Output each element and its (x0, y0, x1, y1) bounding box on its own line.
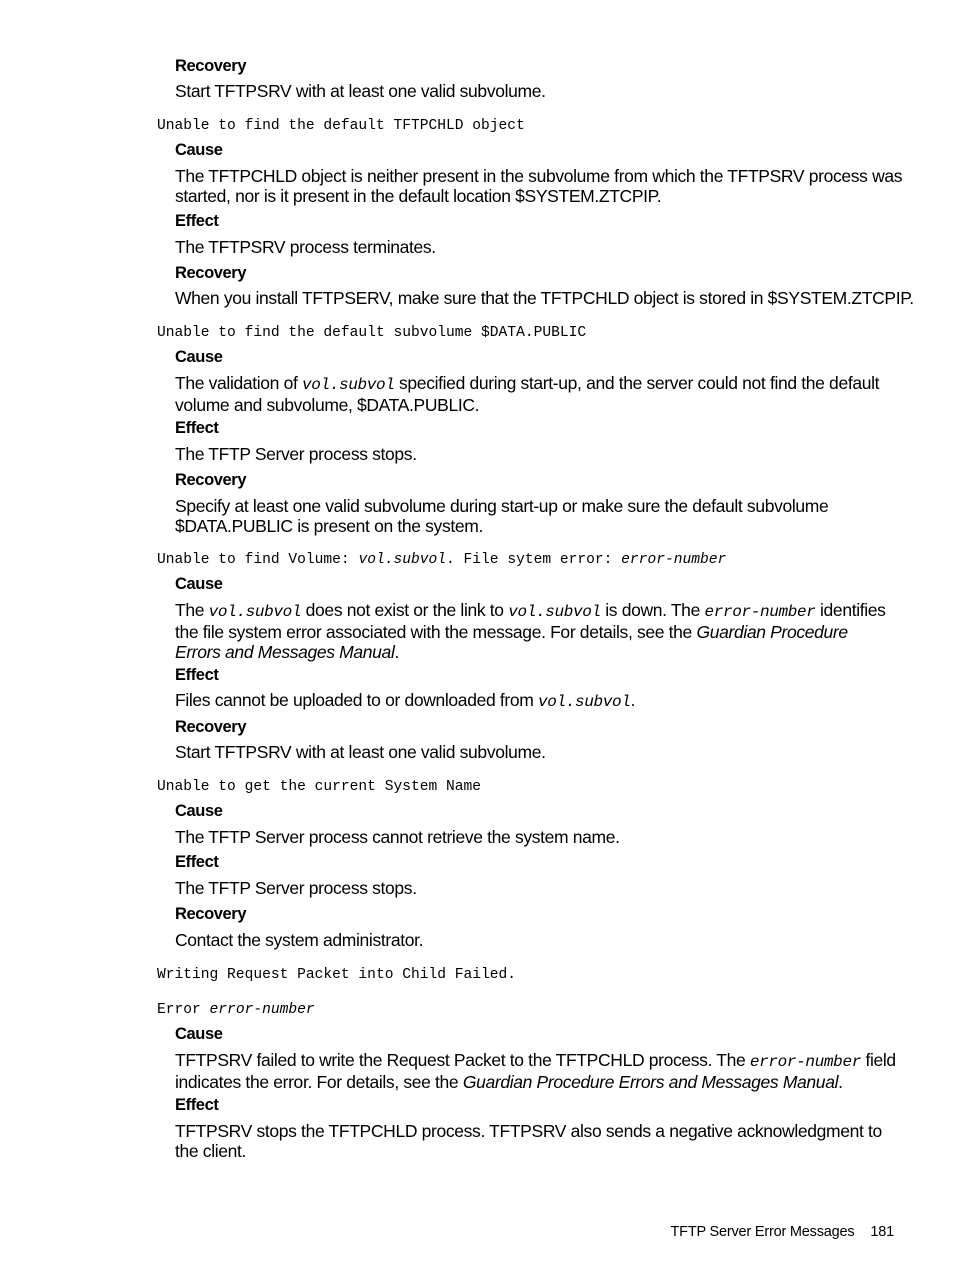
cause-text: The TFTPCHLD object is neither present in the subvolume from which the TFTPSRV process was started, nor is it present in the default location $SYSTEM.ZTCPIP. (175, 166, 903, 206)
variable-error-number: error-number (704, 603, 816, 621)
variable-error-number: error-number (209, 1002, 315, 1018)
variable-vol-subvol: vol.subvol (537, 693, 631, 711)
cause-heading: Cause (175, 802, 223, 820)
variable-vol-subvol: vol.subvol (508, 603, 601, 621)
effect-text: The TFTP Server process stops. (175, 444, 417, 464)
recovery-heading: Recovery (175, 718, 247, 736)
effect-heading: Effect (175, 853, 219, 871)
page-number: 181 (870, 1224, 894, 1240)
cause-text: TFTPSRV failed to write the Request Packet to the TFTPCHLD process. The error-number field indicates the error. For details, see the Guardian Procedure Errors and Messages Manual. (175, 1050, 896, 1092)
cause-heading: Cause (175, 575, 223, 593)
variable-vol-subvol: vol.subvol (358, 552, 447, 568)
effect-text: TFTPSRV stops the TFTPCHLD process. TFTPSRV also sends a negative acknowledgment to the client. (175, 1121, 882, 1161)
cause-heading: Cause (175, 141, 223, 159)
error-message-code: Error error-number (157, 1002, 315, 1018)
variable-vol-subvol: vol.subvol (301, 376, 395, 394)
variable-error-number: error-number (749, 1053, 861, 1071)
effect-heading: Effect (175, 1096, 219, 1114)
effect-text: The TFTPSRV process terminates. (175, 237, 436, 257)
recovery-text: Start TFTPSRV with at least one valid subvolume. (175, 742, 546, 762)
error-message-code: Unable to find Volume: vol.subvol. File sytem error: error-number (157, 552, 727, 568)
error-message-code: Unable to find the default TFTPCHLD object (157, 118, 525, 134)
page-footer (671, 1223, 894, 1241)
cause-text: The vol.subvol does not exist or the link to vol.subvol is down. The error-number identifies the file system error associated with the message. For details, see the Guardian Procedure Errors and Messages Manual. (175, 600, 886, 662)
cause-text: The validation of vol.subvol specified during start-up, and the server could not find the default volume and subvolume, $DATA.PUBLIC. (175, 373, 880, 415)
recovery-text: Contact the system administrator. (175, 930, 424, 950)
manual-title: Guardian Procedure Errors and Messages Manual (175, 622, 848, 662)
effect-text: The TFTP Server process stops. (175, 878, 417, 898)
recovery-text: When you install TFTPSERV, make sure that the TFTPCHLD object is stored in $SYSTEM.ZTCPIP. (175, 288, 914, 308)
recovery-heading: Recovery (175, 57, 247, 75)
error-message-code: Unable to get the current System Name (157, 779, 482, 795)
variable-error-number: error-number (621, 552, 727, 568)
footer-section-title: TFTP Server Error Messages (670, 1224, 855, 1240)
recovery-heading: Recovery (175, 905, 247, 923)
manual-title: Guardian Procedure Errors and Messages Manual (462, 1072, 839, 1092)
error-message-code: Writing Request Packet into Child Failed. (157, 967, 517, 983)
variable-vol-subvol: vol.subvol (208, 603, 302, 621)
recovery-heading: Recovery (175, 264, 247, 282)
recovery-text: Specify at least one valid subvolume during start-up or make sure the default subvolume $DATA.PUBLIC is present on the system. (175, 496, 829, 536)
effect-heading: Effect (175, 212, 219, 230)
effect-text: Files cannot be uploaded to or downloaded from vol.subvol. (175, 690, 636, 711)
cause-heading: Cause (175, 1025, 223, 1043)
cause-heading: Cause (175, 348, 223, 366)
recovery-text: Start TFTPSRV with at least one valid subvolume. (175, 81, 546, 101)
effect-heading: Effect (175, 666, 219, 684)
error-message-code: Unable to find the default subvolume $DATA.PUBLIC (157, 325, 587, 341)
recovery-heading: Recovery (175, 471, 247, 489)
cause-text: The TFTP Server process cannot retrieve the system name. (175, 827, 620, 847)
effect-heading: Effect (175, 419, 219, 437)
